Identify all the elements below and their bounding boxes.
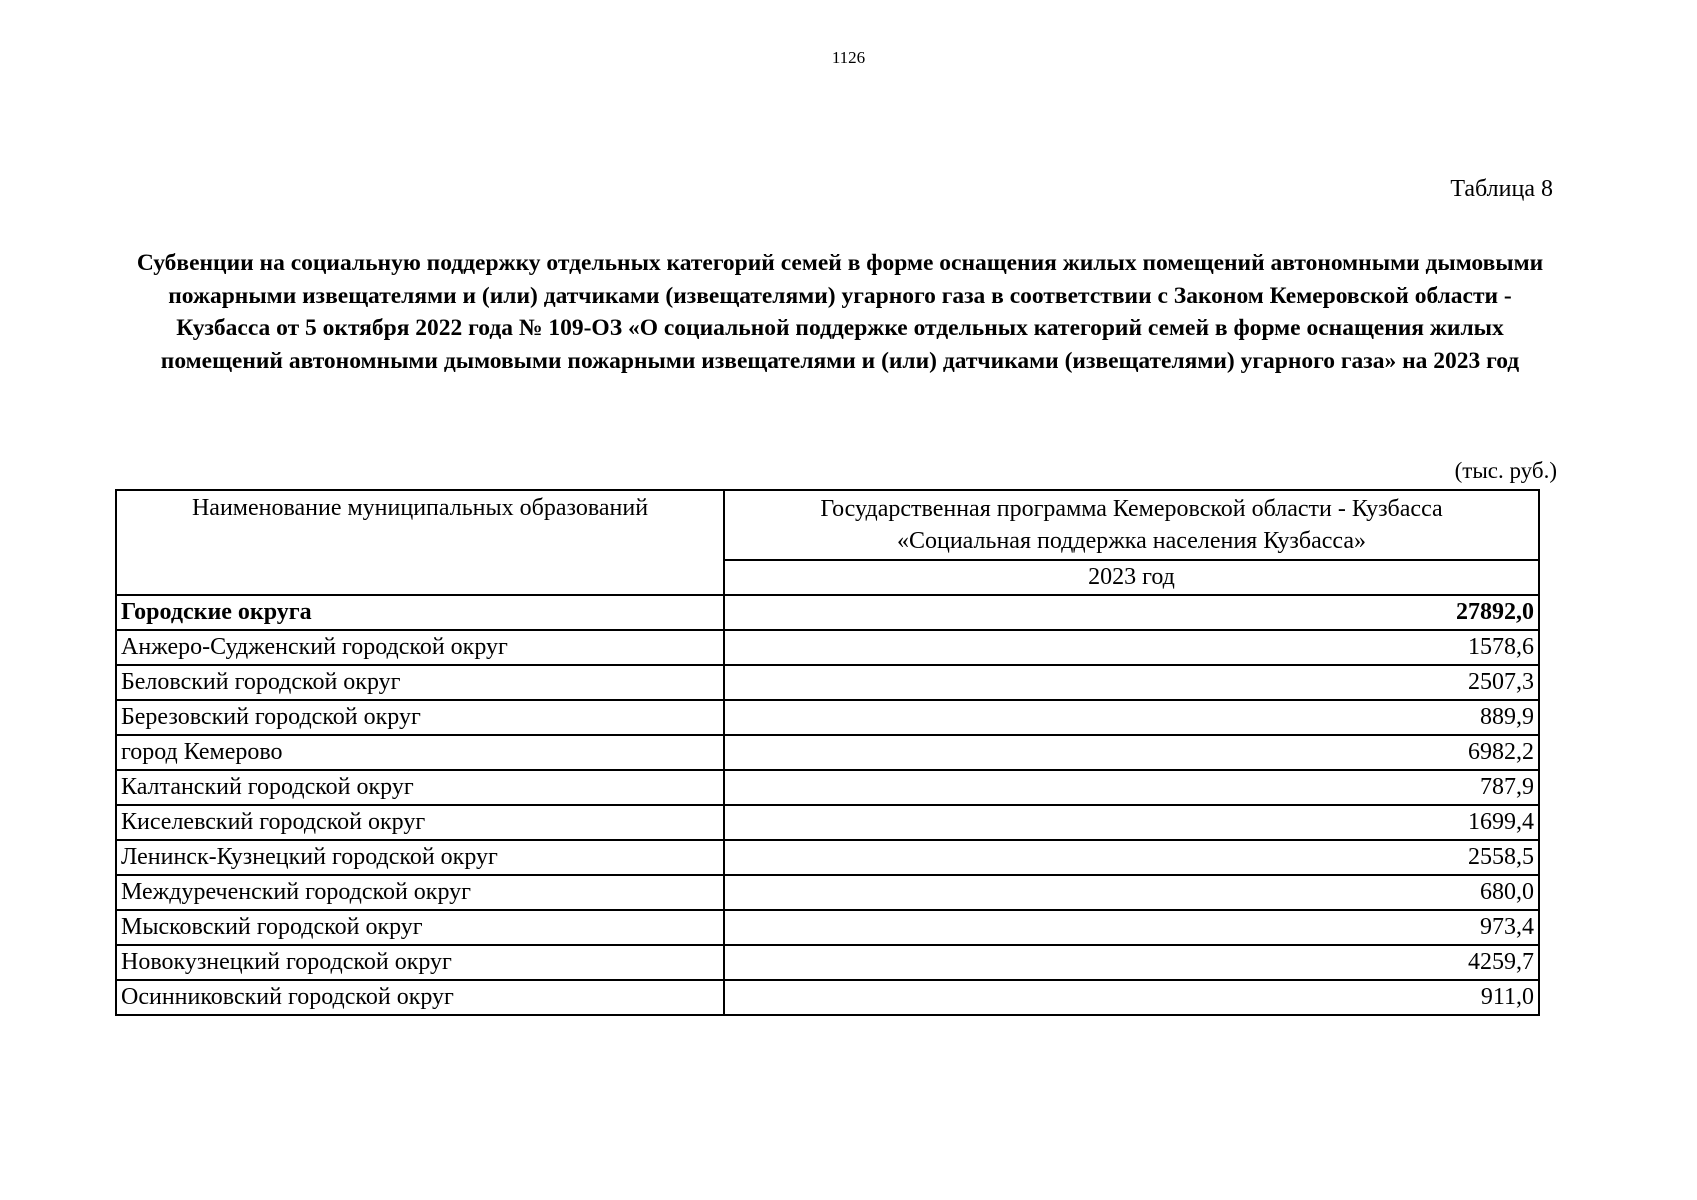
table-row (116, 630, 1539, 665)
group-row (116, 595, 1539, 630)
row-value: 911,0 (724, 980, 1539, 1015)
row-name: город Кемерово (116, 735, 724, 770)
table-row (116, 700, 1539, 735)
row-value: 787,9 (724, 770, 1539, 805)
program-header-line2: «Социальная поддержка населения Кузбасса» (896, 528, 1367, 554)
table-row (116, 980, 1539, 1015)
table-row (116, 665, 1539, 700)
row-value: 1699,4 (724, 805, 1539, 840)
row-value: 2558,5 (724, 840, 1539, 875)
row-value: 973,4 (724, 910, 1539, 945)
row-value: 4259,7 (724, 945, 1539, 980)
row-value: 889,9 (724, 700, 1539, 735)
program-header-line1: Государственная программа Кемеровской области - Кузбасса (820, 496, 1443, 522)
table-label: Таблица 8 (1450, 176, 1553, 202)
row-name: Киселевский городской округ (116, 805, 724, 840)
column-header-year: 2023 год (724, 560, 1539, 595)
table-row (116, 735, 1539, 770)
subsidies-table (115, 489, 1540, 1016)
table-row (116, 770, 1539, 805)
row-name: Ленинск-Кузнецкий городской округ (116, 840, 724, 875)
row-name: Новокузнецкий городской округ (116, 945, 724, 980)
column-header-program (724, 490, 1539, 560)
row-name: Калтанский городской округ (116, 770, 724, 805)
group-value: 27892,0 (724, 595, 1539, 630)
page-number: 1126 (831, 48, 866, 67)
units-label: (тыс. руб.) (1454, 458, 1557, 483)
row-value: 1578,6 (724, 630, 1539, 665)
document-title: Субвенции на социальную поддержку отдельных категорий семей в форме оснащения жилых помещений автономными дымовыми пожарными извещателями и (или) датчиками (извещателями) угарного газа в соответствии с Законом Кемеровской области - Кузбасса от 5 октября 2022 года № 109-ОЗ «О социальной поддержке отдельных категорий семей в форме оснащения жилых помещений автономными дымовыми пожарными извещателями и (или) датчиками (извещателями) угарного газа» на 2023 год (136, 250, 1544, 374)
row-name: Березовский городской округ (116, 700, 724, 735)
column-header-name: Наименование муниципальных образований (116, 490, 724, 595)
row-name: Осинниковский городской округ (116, 980, 724, 1015)
table-row (116, 805, 1539, 840)
row-value: 2507,3 (724, 665, 1539, 700)
table-row (116, 875, 1539, 910)
table-header-row (116, 490, 1539, 560)
table-row (116, 840, 1539, 875)
row-name: Междуреченский городской округ (116, 875, 724, 910)
row-name: Беловский городской округ (116, 665, 724, 700)
group-name: Городские округа (116, 595, 724, 630)
table-row (116, 945, 1539, 980)
row-name: Анжеро-Судженский городской округ (116, 630, 724, 665)
row-name: Мысковский городской округ (116, 910, 724, 945)
table-row (116, 910, 1539, 945)
row-value: 6982,2 (724, 735, 1539, 770)
row-value: 680,0 (724, 875, 1539, 910)
